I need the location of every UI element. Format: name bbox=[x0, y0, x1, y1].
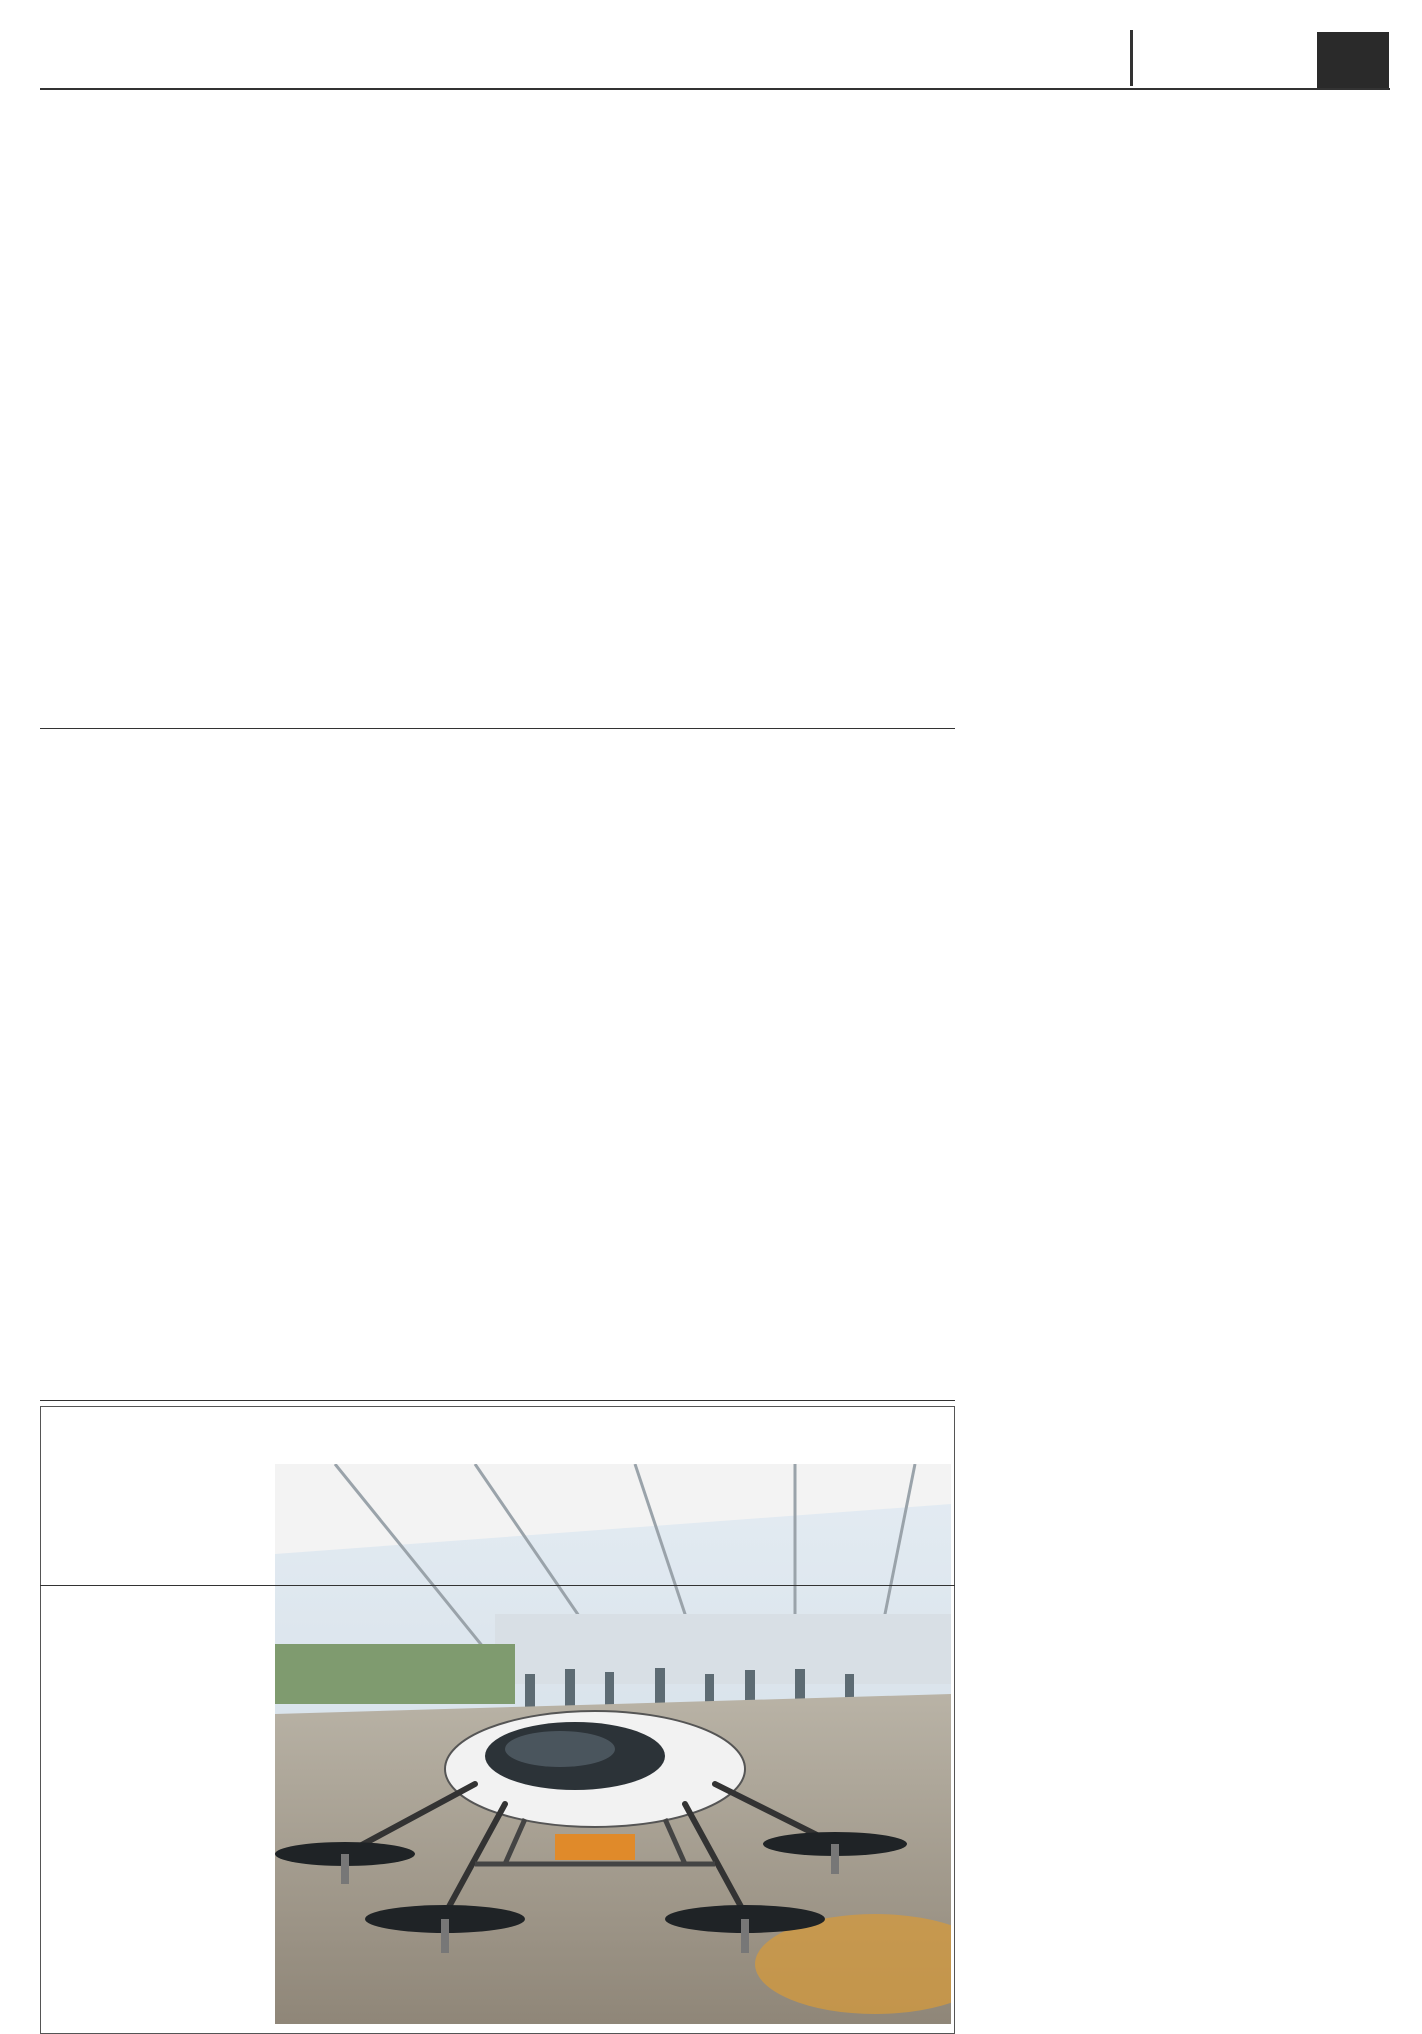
story1-column-3 bbox=[496, 228, 706, 720]
masthead-rule bbox=[40, 88, 1390, 90]
divider bbox=[40, 1400, 955, 1401]
page-number bbox=[1317, 32, 1389, 88]
story1-column-4 bbox=[716, 228, 951, 720]
photo-illustration bbox=[275, 1464, 951, 2024]
story2-column-2 bbox=[275, 866, 491, 1390]
masthead-divider bbox=[1130, 30, 1133, 86]
divider bbox=[40, 1585, 955, 1586]
story2-column-1 bbox=[48, 866, 264, 1390]
story1-column-2 bbox=[277, 228, 487, 720]
story2-column-4 bbox=[727, 866, 952, 1390]
news-photo-drone-aircraft bbox=[275, 1464, 951, 2024]
divider bbox=[40, 728, 955, 729]
photo-caption bbox=[58, 1508, 256, 1868]
story2-column-3 bbox=[500, 866, 716, 1390]
story1-column-1 bbox=[60, 228, 270, 720]
